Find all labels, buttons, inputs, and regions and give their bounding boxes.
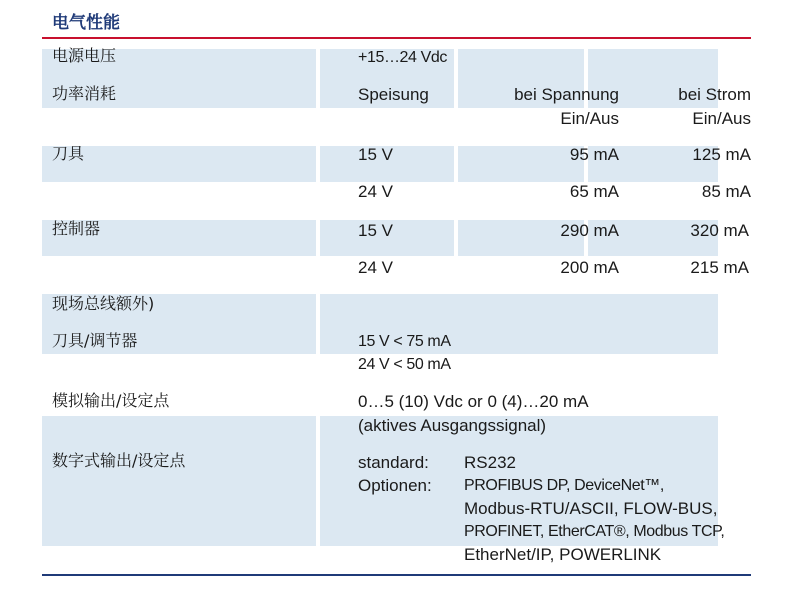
page-title: 电气性能 [52, 13, 120, 33]
label-power-supply: 电源电压 [52, 46, 117, 65]
tool-r1-supply: 15 V [358, 145, 393, 164]
digital-option-line: Modbus-RTU/ASCII, FLOW-BUS, [464, 499, 718, 518]
controller-r1-supply: 15 V [358, 221, 393, 240]
bottom-divider [42, 574, 751, 576]
label-fieldbus-extra: 现场总线额外) [52, 294, 155, 313]
top-divider [42, 37, 751, 39]
header-current-line1: bei Strom [678, 85, 751, 104]
analog-output-line1: 0…5 (10) Vdc or 0 (4)…20 mA [358, 392, 589, 411]
label-tool: 刀具 [52, 144, 85, 163]
tool-r2-voltage: 65 mA [569, 182, 619, 201]
tool-r2-supply: 24 V [358, 182, 393, 201]
label-controller: 控制器 [52, 219, 101, 238]
tool-regulator-line1: 15 V < 75 mA [358, 333, 451, 350]
header-supply: Speisung [358, 85, 429, 104]
tool-r1-voltage: 95 mA [569, 145, 619, 164]
label-digital-output: 数字式输出/设定点 [52, 451, 186, 470]
digital-option-line: EtherNet/IP, POWERLINK [464, 545, 662, 564]
digital-options-label: Optionen: [358, 476, 432, 495]
value-power-supply: +15…24 Vdc [358, 49, 447, 66]
digital-option-line: PROFIBUS DP, DeviceNet™, [464, 477, 664, 494]
tool-regulator-line2: 24 V < 50 mA [358, 356, 451, 373]
header-voltage-line1: bei Spannung [514, 85, 619, 104]
controller-r2-current: 215 mA [690, 258, 749, 277]
analog-output-line2: (aktives Ausgangssignal) [358, 416, 547, 435]
tool-r1-current: 125 mA [692, 145, 751, 164]
digital-option-line: PROFINET, EtherCAT®, Modbus TCP, [464, 523, 725, 540]
controller-r1-voltage: 290 mA [560, 221, 619, 240]
digital-standard-label: standard: [358, 453, 429, 472]
digital-standard-value: RS232 [464, 453, 516, 472]
controller-r1-current: 320 mA [690, 221, 749, 240]
controller-r2-voltage: 200 mA [560, 258, 619, 277]
label-tool-regulator: 刀具/调节器 [52, 331, 138, 350]
header-current-line2: Ein/Aus [692, 109, 751, 128]
label-power-consumption: 功率消耗 [52, 84, 117, 103]
label-analog-output: 模拟输出/设定点 [52, 391, 170, 410]
tool-r2-current: 85 mA [701, 182, 751, 201]
header-voltage-line2: Ein/Aus [560, 109, 619, 128]
controller-r2-supply: 24 V [358, 258, 393, 277]
